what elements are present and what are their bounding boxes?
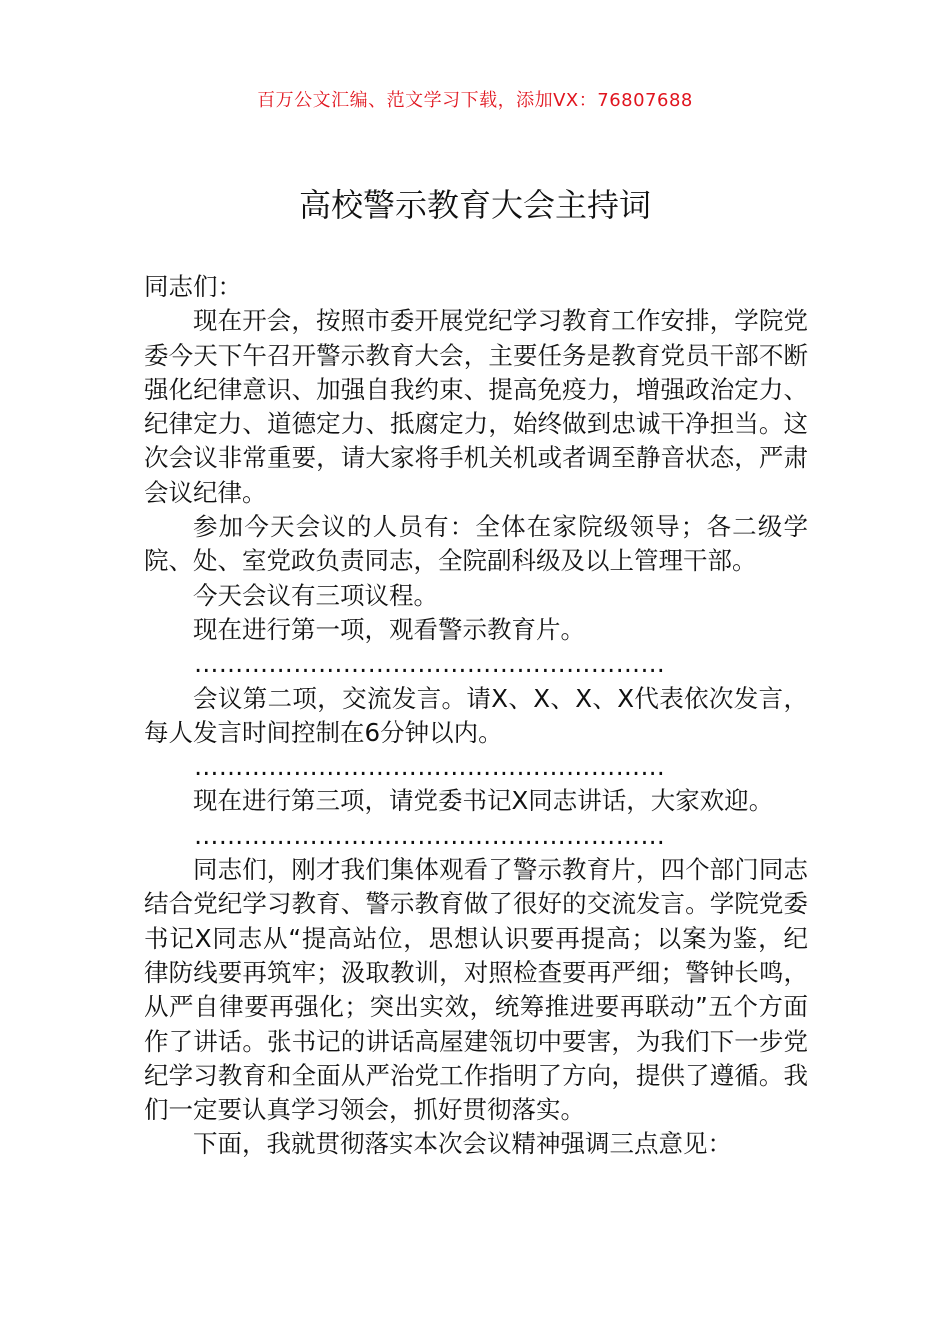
paragraph-item-two: 会议第二项，交流发言。请X、X、X、X代表依次发言，每人发言时间控制在6分钟以内。 <box>144 683 808 747</box>
paragraph-summary: 同志们，刚才我们集体观看了警示教育片，四个部门同志结合党纪学习教育、警示教育做了很好的交流发言。学院党委书记X同志从“提高站位，思想认识要再提高；以案为鉴，纪律防线要再筑牢；汲取教训，对照检查要再严细；警钟长鸣，从严自律要再强化；突出实效，统筹推进要再联动”五个方面作了讲话。张书记的讲话高屋建瓴切中要害，为我们下一步党纪学习教育和全面从严治党工作指明了方向，提供了遵循。我们一定要认真学习领会，抓好贯彻落实。 <box>144 855 808 1125</box>
paragraph-item-one: 现在进行第一项，观看警示教育片。 <box>193 614 585 644</box>
header-contact-note: 百万公文汇编、范文学习下载，添加VX：76807688 <box>257 90 693 111</box>
ellipsis-separator: ………………………………………………… <box>194 820 666 850</box>
document-title: 高校警示教育大会主持词 <box>298 186 651 224</box>
paragraph-item-three: 现在进行第三项，请党委书记X同志讲话，大家欢迎。 <box>193 786 774 816</box>
ellipsis-separator: ………………………………………………… <box>194 649 666 679</box>
ellipsis-separator: ………………………………………………… <box>194 752 666 782</box>
paragraph-opening: 现在开会，按照市委开展党纪学习教育工作安排，学院党委今天下午召开警示教育大会，主要任务是教育党员干部不断强化纪律意识、加强自我约束、提高免疫力，增强政治定力、纪律定力、道德定力、抵腐定力，始终做到忠诚干净担当。这次会议非常重要，请大家将手机关机或者调至静音状态，严肃会议纪律。 <box>144 306 808 507</box>
paragraph-closing-intro: 下面，我就贯彻落实本次会议精神强调三点意见： <box>193 1129 732 1159</box>
document-body <box>144 270 808 1162</box>
paragraph-attendees: 参加今天会议的人员有：全体在家院级领导；各二级学院、处、室党政负责同志，全院副科级及以上管理干部。 <box>144 512 808 576</box>
salutation: 同志们： <box>144 272 242 301</box>
paragraph-agenda: 今天会议有三项议程。 <box>193 580 438 610</box>
